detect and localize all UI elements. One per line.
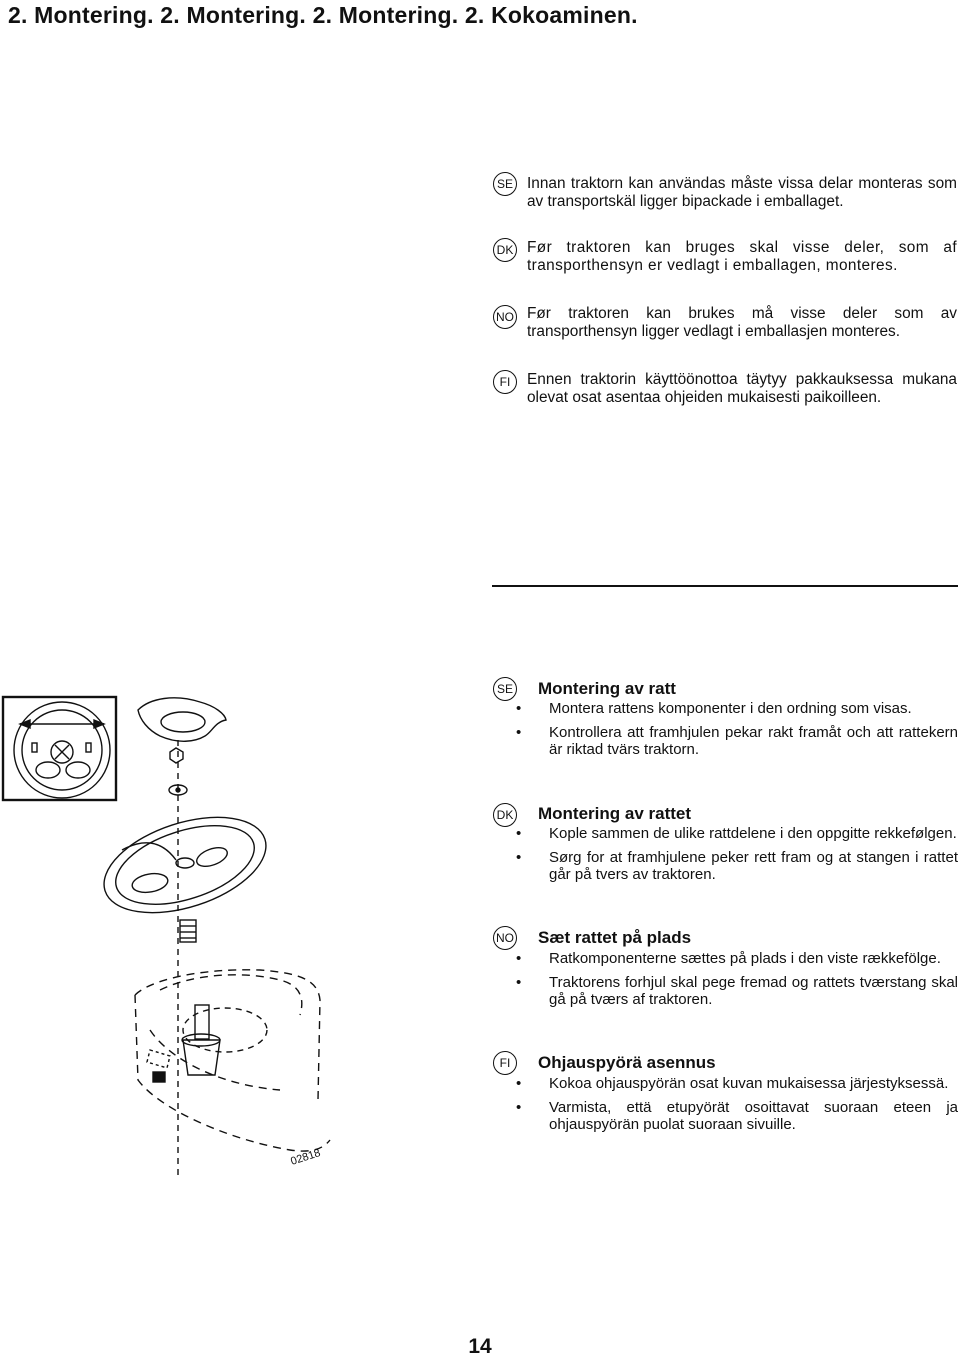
steering-wheel-assembly-illustration	[0, 680, 500, 1180]
bullet-list-no	[516, 950, 958, 1015]
lang-badge-fi-section: FI	[493, 1051, 517, 1075]
list-item-text: Kople sammen de ulike rattdelene i den oppgitte rekkefølgen.	[549, 825, 957, 842]
bullet-list-fi	[516, 1075, 958, 1140]
list-item-text: Montera rattens komponenter i den ordning som visas.	[549, 700, 912, 717]
inset-wheel-rim	[14, 702, 110, 798]
bullet-icon: •	[516, 849, 522, 866]
section-title-se: Montering av ratt	[538, 679, 676, 698]
assembly-drawing	[0, 680, 500, 1180]
list-item	[516, 950, 958, 967]
list-item	[516, 849, 958, 883]
section-title-fi: Ohjauspyörä asennus	[538, 1053, 716, 1072]
inset-frame	[3, 697, 116, 800]
section-divider	[492, 585, 958, 587]
lang-badge-dk: DK	[493, 238, 517, 262]
bullet-icon: •	[516, 724, 522, 741]
bullet-icon: •	[516, 1075, 522, 1092]
lang-badge-no-section: NO	[493, 926, 517, 950]
list-item	[516, 724, 958, 758]
intro-paragraph-fi: Ennen traktorin käyttöönottoa täytyy pakkauksessa mukana olevat osat asentaa ohjeiden mukaisesti paikoilleen.	[527, 371, 957, 406]
bullet-list-se	[516, 700, 958, 765]
list-item-text: Sørg for at framhjulene peker rett fram og at stangen i rattet går på tvers av traktoren.	[549, 849, 958, 883]
list-item-text: Varmista, että etupyörät osoittavat suoraan eteen ja ohjauspyörän puolat suoraan sivuille.	[549, 1099, 958, 1133]
list-item	[516, 825, 958, 842]
section-title-dk: Montering av rattet	[538, 804, 692, 823]
lang-badge-se: SE	[493, 172, 517, 196]
bullet-icon: •	[516, 1099, 522, 1116]
page-header: 2. Montering. 2. Montering. 2. Montering. 2. Kokoaminen.	[8, 2, 638, 28]
lang-badge-dk-section: DK	[493, 803, 517, 827]
bullet-icon: •	[516, 974, 522, 991]
list-item	[516, 974, 958, 1008]
lang-badge-se-section: SE	[493, 677, 517, 701]
bullet-icon: •	[516, 700, 522, 717]
lang-badge-fi: FI	[493, 370, 517, 394]
list-item	[516, 1099, 958, 1133]
lang-badge-no: NO	[493, 305, 517, 329]
list-item-text: Ratkomponenterne sættes på plads i den viste rækkefölge.	[549, 950, 941, 967]
bullet-icon: •	[516, 950, 522, 967]
list-item	[516, 700, 958, 717]
section-title-no: Sæt rattet på plads	[538, 928, 692, 947]
intro-paragraph-dk: Før traktoren kan bruges skal visse deler, som af transporthensyn er vedlagt i emballagen, monteres.	[527, 239, 957, 274]
list-item	[516, 1075, 958, 1092]
bullet-icon: •	[516, 825, 522, 842]
drawing-code: 02818	[289, 1146, 323, 1168]
list-item-text: Traktorens forhjul skal pege fremad og rattets tværstang skal gå på tværs af traktoren.	[549, 974, 958, 1008]
intro-paragraph-no: Før traktoren kan brukes må visse deler som av transporthensyn ligger vedlagt i emballasjen monteres.	[527, 305, 957, 340]
list-item-text: Kokoa ohjauspyörän osat kuvan mukaisessa järjestyksessä.	[549, 1075, 949, 1092]
bullet-list-dk	[516, 825, 958, 890]
list-item-text: Kontrollera att framhjulen pekar rakt framåt och att rattekern är riktad tvärs traktorn.	[549, 724, 958, 758]
intro-paragraph-se: Innan traktorn kan användas måste vissa delar monteras som av transportskäl ligger bipackade i emballaget.	[527, 175, 957, 210]
page-number: 14	[468, 1335, 492, 1358]
